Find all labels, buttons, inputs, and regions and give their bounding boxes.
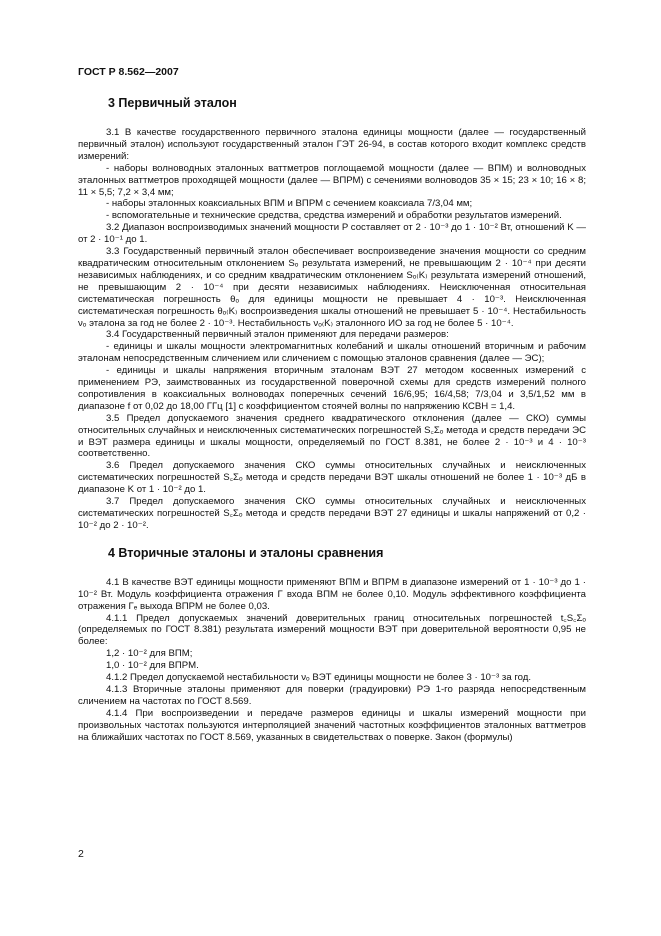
paragraph-3-6: 3.6 Предел допускаемого значения СКО суммы относительных случайных и неисключенных систематических погрешностей S꜀Σₒ метода и средств передачи ВЭТ шкалы отношений не более 1 · 10⁻³ дБ в диапазоне K от 1 · 10⁻² до 1. [78,460,586,496]
section-4-title: 4 Вторичные эталоны и эталоны сравнения [108,545,384,560]
paragraph-4-1: 4.1 В качестве ВЭТ единицы мощности применяют ВПМ и ВПРМ в диапазоне измерений от 1 · 10⁻³ до 1 · 10⁻² Вт. Модуль коэффициента отражения Γ входа ВПМ не более 0,10. Модуль эффективного коэффициента отражения Γₑ выхода ВПРМ не более 0,03. [78,576,586,612]
paragraph-3-2: 3.2 Диапазон воспроизводимых значений мощности P составляет от 2 · 10⁻³ до 1 · 10⁻² Вт, отношений K — от 2 · 10⁻¹ до 1. [78,222,586,246]
paragraph-3-5: 3.5 Предел допускаемого значения среднего квадратического отклонения (далее — СКО) суммы относительных случайных и неисключенных систематических погрешностей S꜀Σₒ метода и средств передачи ЭС и ВЭТ размера единицы и шкалы мощности, определяемый по ГОСТ 8.381, не более 2 · 10⁻³ и 4 · 10⁻³ соответственно. [78,412,586,460]
list-item-waveguide-wattmeters: - наборы волноводных эталонных ваттметров поглощаемой мощности (далее — ВПМ) и волноводных эталонных ваттметров проходящей мощности (далее — ВПРМ) с сечениями волноводов 35 × 15; 23 × 10; 16 × 8; 11 × 5,5; 7,2 × 3,4 мм; [78,162,586,198]
list-item-vprm-limit: 1,0 · 10⁻² для ВПРМ. [106,660,199,672]
running-header: ГОСТ Р 8.562—2007 [78,66,179,78]
list-item-voltage-transfer: - единицы и шкалы напряжения вторичным эталонам ВЭТ 27 методом косвенных измерений с применением РЭ, заимствованных из государственной поверочной схемы для средств измерений полного сопротивления в коаксиальных волноводах поперечных сечений 16/6,95; 16/4,58; 7/3,04 и 3,5/1,52 мм в диапазоне f от 0,02 до 18,00 ГГц [1] с коэффициентом стоячей волны по напряжению КСВН = 1,4. [78,365,586,412]
paragraph-3-1: 3.1 В качестве государственного первичного эталона единицы мощности (далее — государственный первичный эталон) используют государственный эталон ГЭТ 26-94, в состав которого входит комплекс средств измерений: [78,127,586,162]
paragraph-3-4: 3.4 Государственный первичный эталон применяют для передачи размеров: [106,329,449,341]
paragraph-3-3: 3.3 Государственный первичный эталон обеспечивает воспроизведение значения мощности со средним квадратическим относительным отклонением Sₒ результата измерений, не превышающим 2 · 10⁻⁴ при десяти независимых наблюдениях, и со средним квадратическим отклонением Sₒ₍K₎ результата измерений отношений, не превышающим 2 · 10⁻⁴ при десяти независимых наблюдениях. Неисключенная относительная систематическая погрешность θₒ для единицы мощности не превышает 4 · 10⁻³. Неисключенная систематическая погрешность θₒ₍K₎ воспроизведения шкалы отношений не превышает 5 · 10⁻⁴. Нестабильность νₒ эталона за год не более 2 · 10⁻³. Нестабильность νₒ₍K₎ эталонного ИО за год не более 5 · 10⁻⁴. [78,246,586,329]
paragraph-4-1-2: 4.1.2 Предел допускаемой нестабильности νₒ ВЭТ единицы мощности не более 3 · 10⁻³ за год. [106,672,531,684]
page-body [78,96,586,744]
list-item-power-transfer: - единицы и шкалы мощности электромагнитных колебаний и шкалы отношений вторичным и рабочим эталонам непосредственным сличением или сличением с помощью эталонов сравнения (далее — ЭС); [78,341,586,365]
list-item-auxiliary-means: - вспомогательные и технические средства, средства измерений и обработки результатов измерений. [106,210,562,222]
section-3-title: 3 Первичный эталон [108,96,237,110]
list-item-vpm-limit: 1,2 · 10⁻² для ВПМ; [106,648,193,660]
section-4-body [78,577,586,744]
section-3-body [78,127,586,532]
paragraph-4-1-4: 4.1.4 При воспроизведении и передаче размеров единицы и шкалы измерений мощности при произвольных частотах пользуются интерполяцией значений частотных коэффициентов эталонных ваттметров на ближайших частотах по ГОСТ 8.569, указанных в свидетельствах о поверке. Закон (формулы) [78,707,586,743]
paragraph-4-1-1: 4.1.1 Предел допускаемых значений доверительных границ относительных погрешностей t꜀S꜀Σₒ (определяемых по ГОСТ 8.381) результата измерений мощности ВЭТ при доверительной вероятности 0,95 не более: [78,612,586,648]
paragraph-3-7: 3.7 Предел допускаемого значения СКО суммы относительных случайных и неисключенных систематических погрешностей S꜀Σₒ метода и средств передачи ВЭТ 27 единицы и шкалы напряжений от 0,2 · 10⁻² до 2 · 10⁻². [78,496,586,531]
paragraph-4-1-3: 4.1.3 Вторичные эталоны применяют для поверки (градуировки) РЭ 1-го разряда непосредственным сличением на частотах по ГОСТ 8.569. [78,683,586,707]
page-number: 2 [78,848,84,860]
list-item-coaxial-wattmeters: - наборы эталонных коаксиальных ВПМ и ВПРМ с сечением коаксиала 7/3,04 мм; [106,198,473,210]
